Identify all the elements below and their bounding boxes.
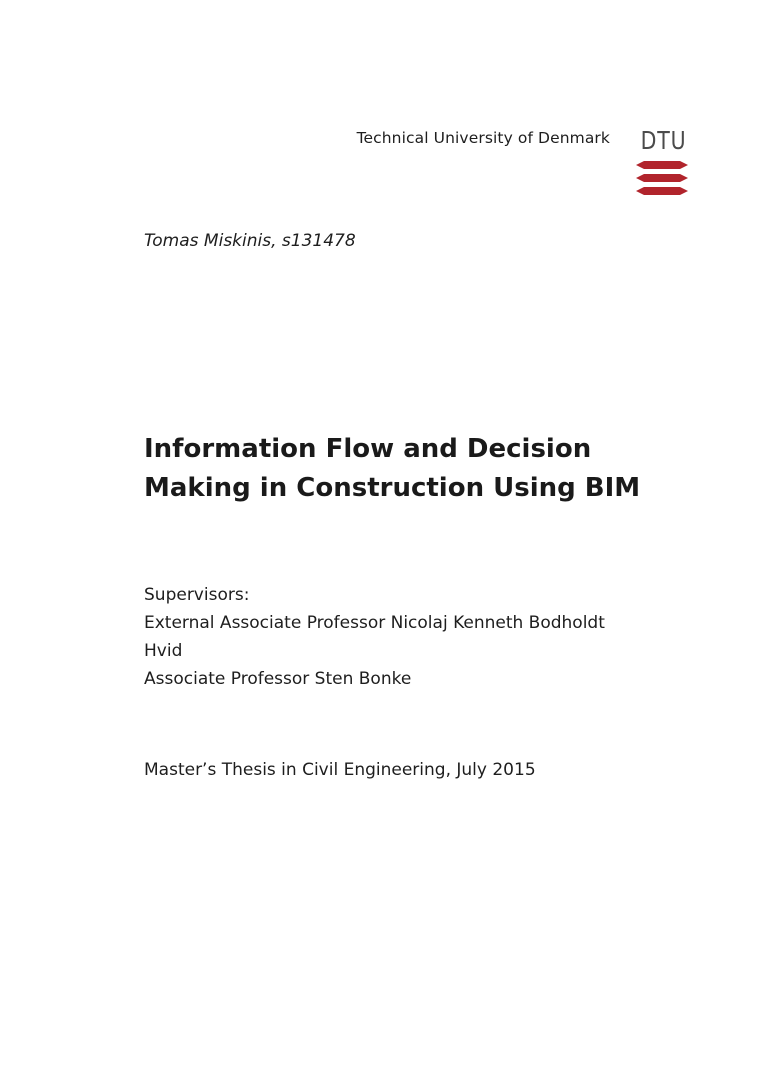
- supervisor-line: External Associate Professor Nicolaj Kenneth Bodholdt: [144, 613, 605, 633]
- thesis-title-line: Information Flow and Decision: [144, 434, 592, 464]
- thesis-title-line: Making in Construction Using BIM: [144, 473, 641, 503]
- author-name: Tomas Miskinis, s131478: [144, 231, 356, 251]
- dtu-logo-text: DTU: [640, 126, 687, 155]
- supervisor-line: Hvid: [144, 641, 183, 661]
- institution-name: Technical University of Denmark: [356, 129, 610, 147]
- supervisors-block: [144, 581, 704, 693]
- thesis-title: [144, 430, 704, 508]
- supervisors-heading: Supervisors:: [144, 585, 250, 605]
- dtu-logo-waves-icon: [636, 161, 688, 201]
- supervisor-line: Associate Professor Sten Bonke: [144, 669, 412, 689]
- dtu-logo: [636, 127, 688, 203]
- thesis-info: Master’s Thesis in Civil Engineering, July 2015: [144, 760, 536, 780]
